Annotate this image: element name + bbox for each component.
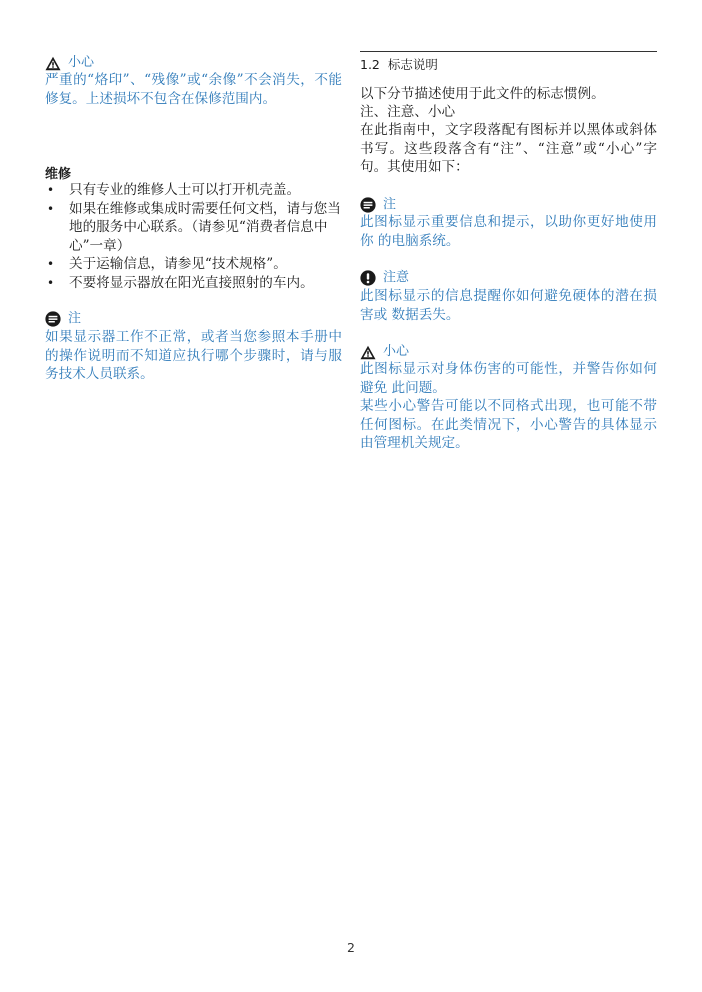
note-heading-right [360,197,396,213]
note-heading-text: 注 [383,197,397,212]
section-number: 1.2 [360,57,380,72]
note-heading-left [45,311,81,327]
list-item: • 如果在维修或集成时需要任何文档，请与您当地的服务中心联系。（请参见“消费者信息中心”一章） [45,200,342,256]
section-title-text: 标志说明 [387,57,438,72]
maintenance-heading: 维修 [45,167,72,182]
maintenance-list [45,181,342,292]
note-lines-icon [45,311,61,327]
attention-heading-text: 注意 [383,270,410,285]
note-lines-icon [360,197,376,213]
page-number: 2 [347,940,355,955]
warning-triangle-icon [360,345,376,360]
list-item: • 关于运输信息，请参见“技术规格”。 [45,255,342,274]
caution-heading-text: 小心 [68,55,95,70]
intro-line-1: 以下分节描述使用于此文件的标志惯例。 [360,86,605,102]
list-item: • 不要将显示器放在阳光直接照射的车内。 [45,274,342,293]
caution-text-right-2: 某些小心警告可能以不同格式出现，也可能不带任何图标。在此类情况下，小心警告的具体显示由管理机关规定。 [360,398,657,451]
caution-heading-text: 小心 [383,344,410,359]
caution-text-right-1: 此图标显示对身体伤害的可能性，并警告你如何避免 此问题。 [360,361,657,396]
caution-text-left: 严重的“烙印”、“残像”或“余像”不会消失，不能修复。上述损坏不包含在保修范围内。 [45,72,342,107]
section-rule [360,51,657,52]
caution-heading-left [45,55,94,71]
attention-text: 此图标显示的信息提醒你如何避免硬体的潜在损害或 数据丢失。 [360,288,657,323]
exclamation-icon [360,270,376,286]
list-item: • 只有专业的维修人士可以打开机壳盖。 [45,181,342,200]
intro-line-2: 注、注意、小心 [360,104,456,120]
intro-line-3: 在此指南中，文字段落配有图标并以黑体或斜体书写。这些段落含有“注”、“注意”或“小心”字句。其使用如下： [360,122,657,175]
note-text-right: 此图标显示重要信息和提示，以助你更好地使用你 的电脑系统。 [360,214,657,249]
note-heading-text: 注 [68,311,82,326]
section-title [360,55,438,73]
note-text-left: 如果显示器工作不正常，或者当您参照本手册中的操作说明而不知道应执行哪个步骤时，请与服务技术人员联系。 [45,329,342,382]
warning-triangle-icon [45,56,61,71]
attention-heading [360,270,409,286]
caution-heading-right [360,344,409,360]
